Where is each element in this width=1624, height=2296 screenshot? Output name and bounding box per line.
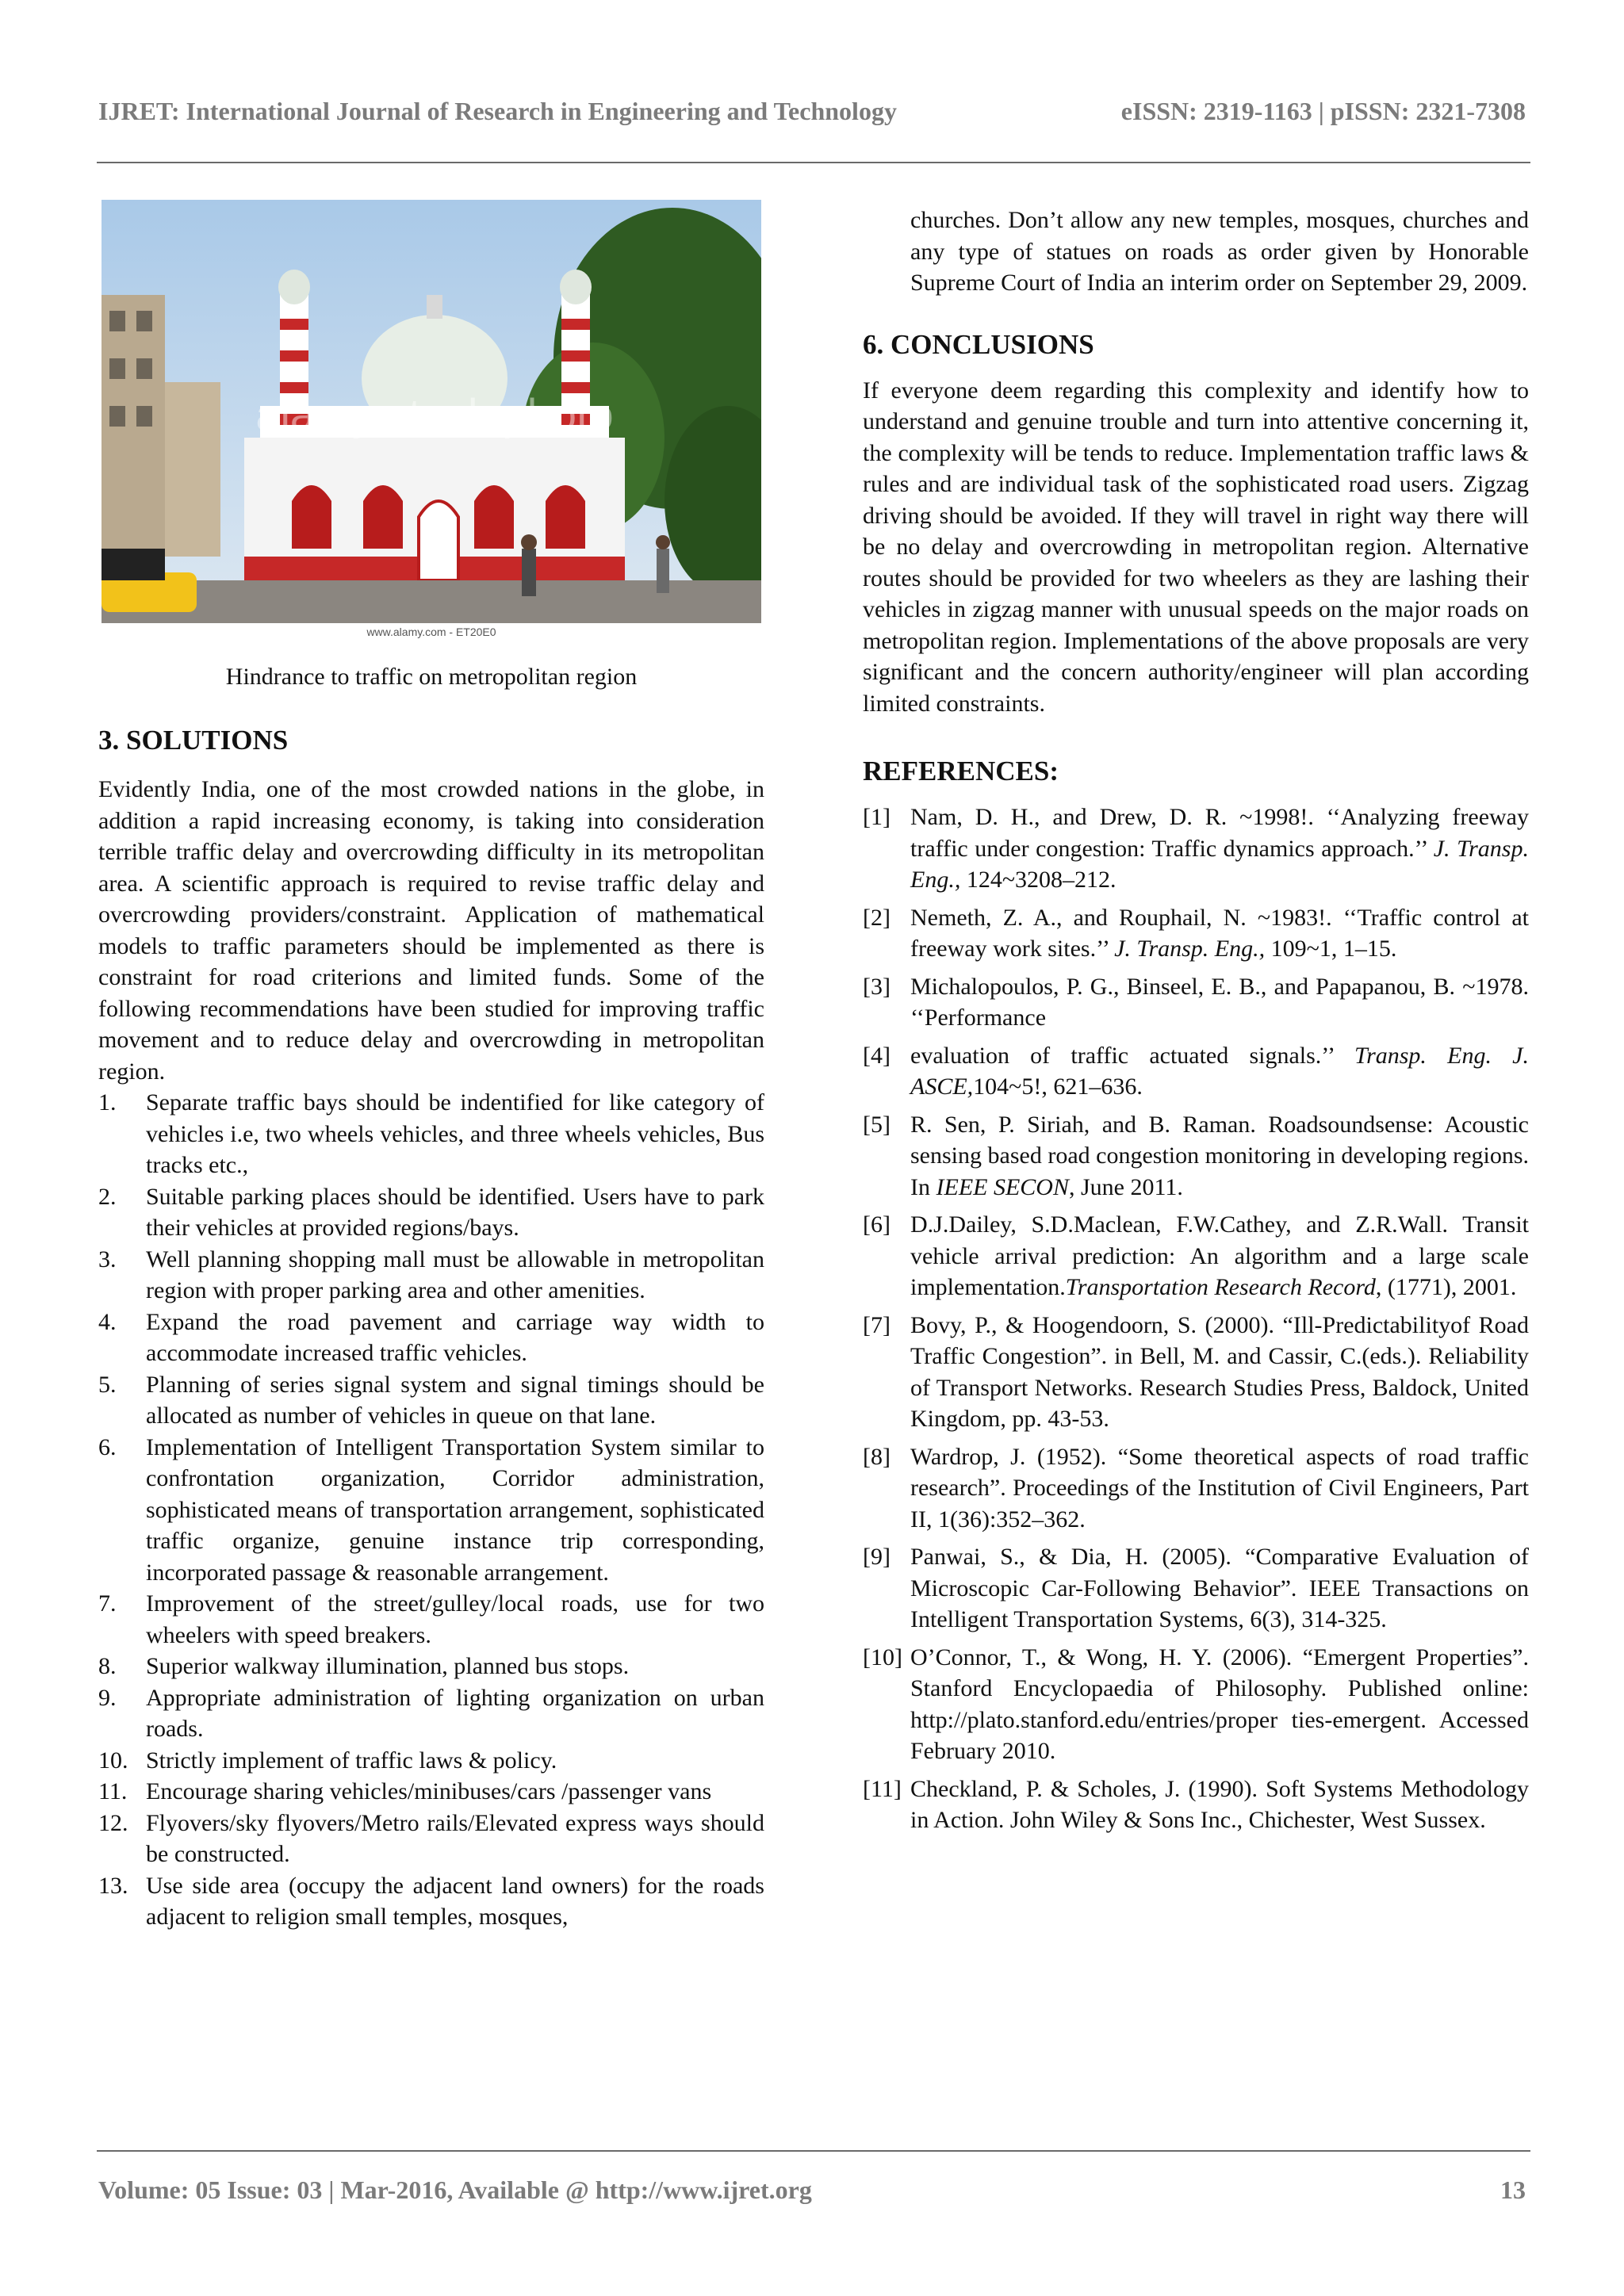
- solution-number: 1.: [98, 1089, 117, 1115]
- reference-item: [863, 971, 1529, 1034]
- reference-number: [11]: [863, 1775, 902, 1802]
- solution-number: 9.: [98, 1684, 117, 1711]
- reference-text: D.J.Dailey, S.D.Maclean, F.W.Cathey, and Z.R.Wall. Transit vehicle arrival prediction: An algorithm and a large scale implementation.: [910, 1211, 1529, 1300]
- solution-item: [98, 1808, 764, 1870]
- solution-item: [98, 1870, 764, 1933]
- reference-number: [5]: [863, 1111, 891, 1138]
- solution-number: 3.: [98, 1246, 117, 1272]
- solution-text: Separate traffic bays should be indentified for like category of vehicles i.e, two wheels vehicles, and three wheels vehicles, Bus tracks etc.,: [146, 1089, 764, 1178]
- solution-item: [98, 1307, 764, 1369]
- photo-watermark: alamy stock photo: [255, 389, 614, 439]
- reference-number: [7]: [863, 1311, 891, 1338]
- solution-number: 12.: [98, 1809, 128, 1836]
- issn-info: eISSN: 2319-1163 | pISSN: 2321-7308: [1120, 97, 1526, 125]
- reference-tail: 104~5!, 621–636.: [973, 1073, 1143, 1100]
- mosque-photo: [102, 200, 761, 641]
- header-rule: [97, 162, 1530, 163]
- solution-text: Appropriate administration of lighting organization on urban roads.: [146, 1684, 764, 1742]
- reference-number: [6]: [863, 1211, 891, 1238]
- reference-number: [2]: [863, 904, 891, 931]
- reference-item: [863, 902, 1529, 965]
- solution-item: [98, 1087, 764, 1181]
- solution-number: 2.: [98, 1183, 117, 1210]
- page-number: 13: [1500, 2175, 1526, 2204]
- reference-text: Michalopoulos, P. G., Binseel, E. B., and Papapanou, B. ~1978. ‘‘Performance: [910, 973, 1529, 1031]
- solution-text: Use side area (occupy the adjacent land owners) for the roads adjacent to religion small temples, mosques,: [146, 1872, 764, 1930]
- reference-item: [863, 1310, 1529, 1435]
- reference-number: [4]: [863, 1042, 891, 1069]
- reference-text: Nam, D. H., and Drew, D. R. ~1998!. ‘‘Analyzing freeway traffic under congestion: Traffic dynamics approach.’’: [910, 804, 1529, 862]
- solution-item: [98, 1682, 764, 1745]
- reference-source: Transportation Research Record: [1065, 1274, 1376, 1300]
- references-list: [863, 802, 1529, 1836]
- solution-text: Flyovers/sky flyovers/Metro rails/Elevated express ways should be constructed.: [146, 1809, 764, 1867]
- figure-caption: Hindrance to traffic on metropolitan region: [225, 664, 638, 690]
- left-column: [98, 666, 764, 1933]
- solutions-list: [98, 1087, 764, 1933]
- reference-item: [863, 1040, 1529, 1103]
- reference-number: [3]: [863, 973, 891, 1000]
- solutions-continuation: churches. Don’t allow any new temples, mosques, churches and any type of statues on roads as order given by Honorable Supreme Court of India an interim order on September 29, 2009.: [910, 207, 1529, 296]
- solution-item: [98, 1745, 764, 1777]
- solution-text: Improvement of the street/gulley/local roads, use for two wheelers with speed breakers.: [146, 1590, 764, 1648]
- reference-item: [863, 1541, 1529, 1636]
- references-heading: REFERENCES:: [863, 756, 1059, 786]
- solution-number: 8.: [98, 1653, 117, 1679]
- solutions-heading: 3. SOLUTIONS: [98, 725, 289, 756]
- solution-text: Encourage sharing vehicles/minibuses/cars /passenger vans: [146, 1778, 712, 1804]
- solution-number: 7.: [98, 1590, 117, 1617]
- solution-text: Implementation of Intelligent Transportation System similar to confrontation organization, Corridor administration, sophisticated means of transportation arrangement, sophisticated traffic organize, genuine instance trip corresponding, incorporated passage & reasonable arrangement.: [146, 1433, 764, 1586]
- reference-item: [863, 1441, 1529, 1536]
- solution-number: 13.: [98, 1872, 128, 1899]
- reference-tail: 109~1, 1–15.: [1265, 936, 1397, 962]
- reference-tail: , June 2011.: [1068, 1173, 1183, 1200]
- reference-source: Transp. Eng. J. ASCE,: [910, 1042, 1529, 1100]
- solution-item: [98, 1776, 764, 1808]
- reference-tail: , (1771), 2001.: [1375, 1274, 1517, 1300]
- solution-text: Suitable parking places should be identified. Users have to park their vehicles at provided regions/bays.: [146, 1183, 764, 1241]
- reference-item: [863, 1774, 1529, 1836]
- reference-tail: 124~3208–212.: [960, 867, 1116, 893]
- solution-item: [98, 1588, 764, 1651]
- solution-text: Superior walkway illumination, planned bus stops.: [146, 1653, 630, 1679]
- solution-text: Planning of series signal system and signal timings should be allocated as number of vehicles in queue on that lane.: [146, 1371, 764, 1429]
- solution-item: [98, 1651, 764, 1682]
- reference-number: [1]: [863, 804, 891, 830]
- solutions-intro: Evidently India, one of the most crowded nations in the globe, in addition a rapid increasing economy, is taking into consideration terrible traffic delay and overcrowding difficulty in its metropolitan area. A scientific approach is required to revise traffic delay and overcrowding providers/constraint. Application of mathematical models to traffic parameters should be implemented as there is constraint for road criterions and limited funds. Some of the following recommendations have been studied for improving traffic movement and to reduce delay and overcrowding in metropolitan region.: [98, 776, 764, 1085]
- solution-item: [98, 1244, 764, 1307]
- solution-number: 10.: [98, 1747, 128, 1774]
- volume-info: Volume: 05 Issue: 03 | Mar-2016, Available @ http://www.ijret.org: [98, 2175, 812, 2204]
- reference-item: [863, 1642, 1529, 1767]
- reference-item: [863, 1109, 1529, 1203]
- solution-text: Well planning shopping mall must be allowable in metropolitan region with proper parking area and other amenities.: [146, 1246, 764, 1303]
- conclusions-heading: 6. CONCLUSIONS: [863, 328, 1094, 360]
- solution-number: 5.: [98, 1371, 117, 1398]
- reference-text: O’Connor, T., & Wong, H. Y. (2006). “Emergent Properties”. Stanford Encyclopaedia of Philosophy. Published online: http://plato.stanford.edu/entries/proper ties-emergent. Accessed February 2010.: [910, 1644, 1529, 1764]
- reference-source: J. Transp. Eng.,: [1114, 936, 1266, 962]
- solution-number: 4.: [98, 1308, 117, 1335]
- reference-item: [863, 1209, 1529, 1303]
- reference-source: J. Transp. Eng.,: [910, 835, 1529, 893]
- solution-item: [98, 1181, 764, 1244]
- reference-text: Nemeth, Z. A., and Rouphail, N. ~1983!. ‘‘Traffic control at freeway work sites.’’: [910, 904, 1529, 962]
- footer-rule: [97, 2150, 1530, 2152]
- reference-text: R. Sen, P. Siriah, and B. Raman. Roadsoundsense: Acoustic sensing based road congestion monitoring in developing regions. In: [910, 1111, 1529, 1200]
- reference-item: [863, 802, 1529, 896]
- reference-number: [8]: [863, 1443, 891, 1470]
- reference-text: evaluation of traffic actuated signals.’’: [910, 1042, 1355, 1069]
- conclusions-text: If everyone deem regarding this complexity and identify how to understand and genuine trouble and turn into attentive concerning it, the complexity will be tends to reduce. Implementation traffic laws & rules and are individual task of the sophisticated road users. Zigzag driving should be avoided. If they will travel in right way there will be no delay and overcrowding in metropolitan region. Alternative routes should be provided for two wheelers as they are lashing their vehicles in zigzag manner with unusual speeds on the major roads on metropolitan region. Implementations of the above proposals are very significant and the concern authority/engineer will plan according limited constraints.: [863, 377, 1529, 717]
- solution-number: 6.: [98, 1433, 117, 1460]
- solution-number: 11.: [98, 1778, 128, 1804]
- solution-text: Strictly implement of traffic laws & policy.: [146, 1747, 557, 1774]
- reference-number: [10]: [863, 1644, 902, 1670]
- reference-number: [9]: [863, 1544, 891, 1570]
- solution-item: [98, 1432, 764, 1589]
- reference-text: Wardrop, J. (1952). “Some theoretical aspects of road traffic research”. Proceedings of the Institution of Civil Engineers, Part II, 1(36):352–362.: [910, 1443, 1529, 1533]
- solution-text: Expand the road pavement and carriage way width to accommodate increased traffic vehicles.: [146, 1308, 764, 1366]
- photo-credit: www.alamy.com - ET20E0: [366, 626, 496, 638]
- reference-text: Checkland, P. & Scholes, J. (1990). Soft Systems Methodology in Action. John Wiley & Sons Inc., Chichester, West Sussex.: [910, 1775, 1529, 1833]
- reference-text: Panwai, S., & Dia, H. (2005). “Comparative Evaluation of Microscopic Car-Following Behavior”. IEEE Transactions on Intelligent Transportation Systems, 6(3), 314-325.: [910, 1544, 1529, 1632]
- solution-item: [98, 1369, 764, 1432]
- reference-text: Bovy, P., & Hoogendoorn, S. (2000). “Ill-Predictabilityof Road Traffic Congestion”. in Bell, M. and Cassir, C.(eds.). Reliability of Transport Networks. Research Studies Press, Baldock, United Kingdom, pp. 43-53.: [910, 1311, 1529, 1432]
- reference-source: IEEE SECON: [936, 1173, 1069, 1200]
- right-column: [863, 205, 1529, 1843]
- journal-title: IJRET: International Journal of Research in Engineering and Technology: [98, 97, 897, 125]
